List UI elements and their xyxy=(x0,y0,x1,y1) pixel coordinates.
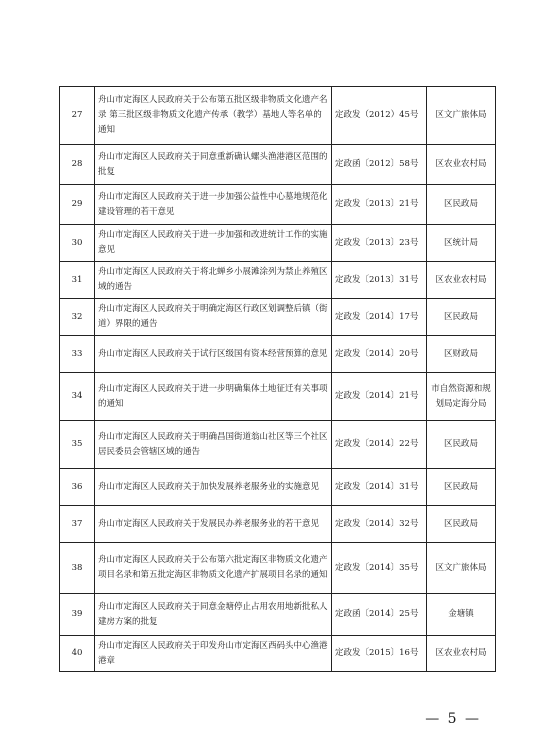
table-row xyxy=(60,145,496,185)
table-row xyxy=(60,543,496,594)
responsible-department: 区民政局 xyxy=(427,506,496,543)
row-number: 40 xyxy=(60,636,95,672)
responsible-department: 区民政局 xyxy=(427,299,496,336)
row-number: 28 xyxy=(60,145,95,185)
document-title: 舟山市定海区人民政府关于明确定海区行政区划调整后镇（街道）界限的通告 xyxy=(95,299,332,336)
table-row xyxy=(60,87,496,145)
responsible-department: 金塘镇 xyxy=(427,594,496,636)
document-title: 舟山市定海区人民政府关于同意金塘停止占用农用地新批私人建房方案的批复 xyxy=(95,594,332,636)
responsible-department: 区农业农村局 xyxy=(427,145,496,185)
page-number: — 5 — xyxy=(425,711,481,727)
responsible-department: 区民政局 xyxy=(427,185,496,225)
responsible-department: 市自然资源和规划局定海分局 xyxy=(427,373,496,421)
row-number: 30 xyxy=(60,225,95,262)
document-title: 舟山市定海区人民政府关于进一步加强公益性中心墓地规范化建设管理的若干意见 xyxy=(95,185,332,225)
table-row xyxy=(60,299,496,336)
document-number: 定政函〔2014〕25号 xyxy=(332,594,427,636)
row-number: 31 xyxy=(60,262,95,299)
document-number: 定政发〔2014〕32号 xyxy=(332,506,427,543)
document-title: 舟山市定海区人民政府关于试行区级国有资本经营预算的意见 xyxy=(95,336,332,373)
row-number: 27 xyxy=(60,87,95,145)
document-number: 定政发（2012）45号 xyxy=(332,87,427,145)
table-body xyxy=(60,87,496,672)
document-number: 定政发〔2015〕16号 xyxy=(332,636,427,672)
document-number: 定政发〔2014〕17号 xyxy=(332,299,427,336)
document-title: 舟山市定海区人民政府关于明确昌国街道翁山社区等三个社区居民委员会管辖区域的通告 xyxy=(95,421,332,469)
row-number: 37 xyxy=(60,506,95,543)
row-number: 35 xyxy=(60,421,95,469)
document-title: 舟山市定海区人民政府关于发展民办养老服务业的若干意见 xyxy=(95,506,332,543)
responsible-department: 区民政局 xyxy=(427,421,496,469)
document-number: 定政发〔2014〕22号 xyxy=(332,421,427,469)
row-number: 29 xyxy=(60,185,95,225)
table-row xyxy=(60,506,496,543)
responsible-department: 区统计局 xyxy=(427,225,496,262)
responsible-department: 区财政局 xyxy=(427,336,496,373)
table-row xyxy=(60,636,496,672)
document-number: 定政发〔2014〕21号 xyxy=(332,373,427,421)
row-number: 33 xyxy=(60,336,95,373)
document-list-table xyxy=(59,86,496,672)
table-row xyxy=(60,421,496,469)
document-number: 定政发〔2014〕35号 xyxy=(332,543,427,594)
responsible-department: 区民政局 xyxy=(427,469,496,506)
row-number: 34 xyxy=(60,373,95,421)
responsible-department: 区文广旅体局 xyxy=(427,87,496,145)
row-number: 36 xyxy=(60,469,95,506)
document-title: 舟山市定海区人民政府关于公布第五批区级非物质文化遗产名录 第三批区级非物质文化遗产传承（教学）基地人等名单的通知 xyxy=(95,87,332,145)
document-number: 定政发〔2014〕20号 xyxy=(332,336,427,373)
table-row xyxy=(60,225,496,262)
responsible-department: 区文广旅体局 xyxy=(427,543,496,594)
row-number: 32 xyxy=(60,299,95,336)
document-title: 舟山市定海区人民政府关于进一步加强和改进统计工作的实施意见 xyxy=(95,225,332,262)
document-number: 定政发〔2013〕21号 xyxy=(332,185,427,225)
table-row xyxy=(60,594,496,636)
document-title: 舟山市定海区人民政府关于进一步明确集体土地征迁有关事项的通知 xyxy=(95,373,332,421)
table-row xyxy=(60,469,496,506)
document-number: 定政函〔2012〕58号 xyxy=(332,145,427,185)
table-row xyxy=(60,185,496,225)
document-title: 舟山市定海区人民政府关于将北蝉乡小展滩涂列为禁止养殖区域的通告 xyxy=(95,262,332,299)
responsible-department: 区农业农村局 xyxy=(427,262,496,299)
row-number: 39 xyxy=(60,594,95,636)
document-title: 舟山市定海区人民政府关于印发舟山市定海区西码头中心渔港港章 xyxy=(95,636,332,672)
table-row xyxy=(60,373,496,421)
row-number: 38 xyxy=(60,543,95,594)
document-number: 定政发〔2013〕23号 xyxy=(332,225,427,262)
table-row xyxy=(60,262,496,299)
responsible-department: 区农业农村局 xyxy=(427,636,496,672)
document-number: 定政发〔2014〕31号 xyxy=(332,469,427,506)
document-title: 舟山市定海区人民政府关于公布第六批定海区非物质文化遗产项目名录和第五批定海区非物质文化遗产扩展项目名录的通知 xyxy=(95,543,332,594)
document-title: 舟山市定海区人民政府关于加快发展养老服务业的实施意见 xyxy=(95,469,332,506)
document-number: 定政发〔2013〕31号 xyxy=(332,262,427,299)
table-row xyxy=(60,336,496,373)
document-title: 舟山市定海区人民政府关于同意重新确认螺头渔港港区范围的批复 xyxy=(95,145,332,185)
